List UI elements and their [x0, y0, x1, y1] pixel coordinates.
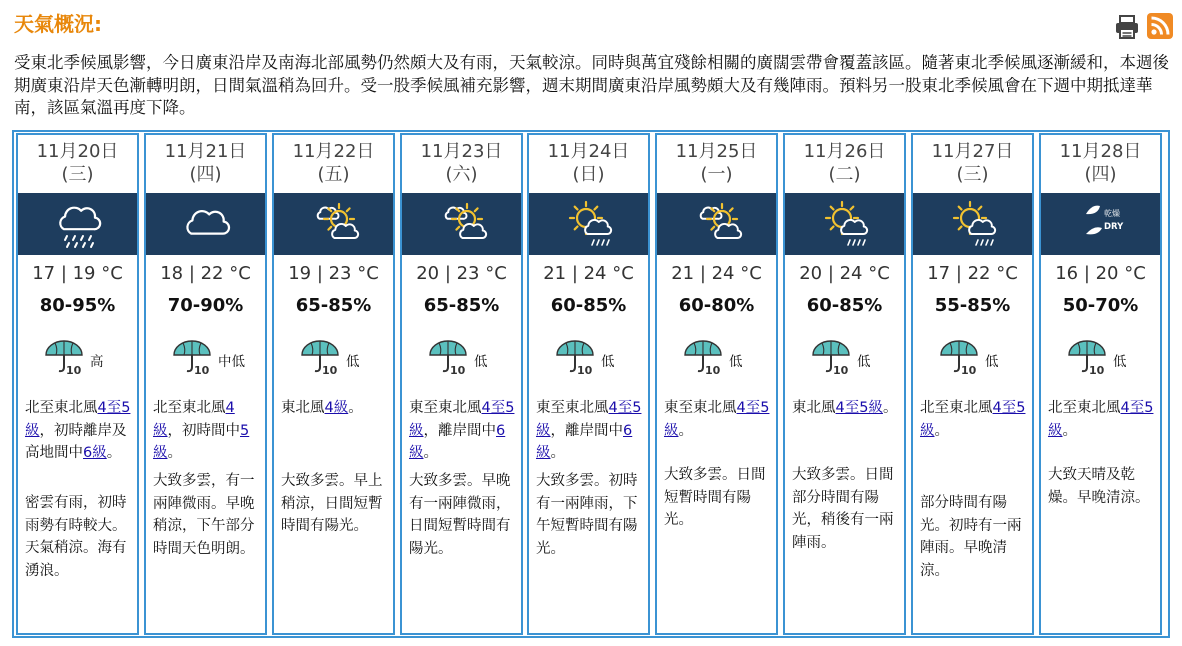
- printer-icon: [1114, 14, 1140, 40]
- weather-summary: 受東北季候風影響，今日廣東沿岸及南海北部風勢仍然頗大及有雨，天氣較涼。同時與萬宜殘餘相關的廣闊雲帶會覆蓋該區。隨著東北季候風逐漸緩和，本週後期廣東沿岸天色漸轉明朗，日間氣溫稍為回升。受一股季候風補充影響，週末期間廣東沿岸風勢頗大及有幾陣雨。預料另一股東北季候風會在下週中期抵達華南，該區氣溫再度下降。: [14, 53, 1169, 117]
- psr-number: 10: [322, 364, 338, 377]
- umbrella-psr-icon: [172, 337, 214, 377]
- psr-level: 低: [474, 354, 488, 370]
- wind-forecast: 北至東北風4至5級，初時離岸及高地間中6級。: [25, 400, 131, 461]
- beaufort-scale-link[interactable]: 4至5級: [409, 400, 515, 439]
- forecast-day-card: [655, 133, 778, 635]
- psr-level: 低: [857, 354, 871, 370]
- temperature-range: 17 | 19 °C: [32, 263, 123, 284]
- relative-humidity: 50-70%: [1062, 295, 1139, 316]
- weather-description: 大致多雲，有一兩陣微雨。早晚稍涼，下午部分時間天色明朗。: [153, 473, 255, 557]
- wind-forecast: 北至東北風4至5級。: [1048, 400, 1154, 439]
- beaufort-scale-link[interactable]: 6級: [536, 422, 633, 461]
- forecast-day-of-week: (三): [956, 164, 989, 185]
- relative-humidity: 60-85%: [806, 295, 883, 316]
- relative-humidity: 65-85%: [295, 295, 372, 316]
- forecast-date: 11月26日: [803, 141, 886, 162]
- weather-icon-bar: [1041, 193, 1160, 255]
- psr-number: 10: [961, 364, 977, 377]
- weather-icon-bar: [18, 193, 137, 255]
- umbrella-psr-icon: [300, 337, 342, 377]
- print-button[interactable]: [1114, 14, 1140, 40]
- psr-number: 10: [450, 364, 466, 377]
- weather-icon-bar: [402, 193, 521, 255]
- wind-forecast: 東北風4級。: [281, 400, 363, 416]
- beaufort-scale-link[interactable]: 4級: [153, 400, 235, 439]
- forecast-day-of-week: (三): [61, 164, 94, 185]
- weather-icon-bar: [146, 193, 265, 255]
- dry-label-cn: 乾燥: [1104, 209, 1120, 218]
- psr-level: 低: [346, 354, 360, 370]
- forecast-day-card: [16, 133, 139, 635]
- psr-indicator: [1067, 337, 1157, 377]
- wind-forecast: 北至東北風4至5級。: [920, 400, 1026, 439]
- psr-level: 低: [729, 354, 743, 370]
- psr-indicator: [555, 337, 645, 377]
- umbrella-psr-icon: [939, 337, 981, 377]
- relative-humidity: 80-95%: [39, 295, 116, 316]
- psr-indicator: [683, 337, 773, 377]
- beaufort-scale-link[interactable]: 4至5級: [835, 400, 883, 416]
- relative-humidity: 55-85%: [934, 295, 1011, 316]
- forecast-date: 11月24日: [547, 141, 630, 162]
- forecast-day-card: [783, 133, 906, 635]
- wind-forecast: 東至東北風4至5級，離岸間中6級。: [536, 400, 642, 461]
- rain-icon: [55, 198, 105, 250]
- rss-feed-icon: [1147, 13, 1173, 39]
- forecast-date: 11月21日: [164, 141, 247, 162]
- forecast-date: 11月23日: [420, 141, 503, 162]
- sunny-periods-showers-icon: [566, 198, 616, 250]
- umbrella-psr-icon: [44, 337, 86, 377]
- beaufort-scale-link[interactable]: 4級: [324, 400, 349, 416]
- sunny-periods-showers-icon: [950, 198, 1000, 250]
- forecast-day-card: [144, 133, 267, 635]
- weather-description: 大致多雲。早上稍涼，日間短暫時間有陽光。: [281, 473, 383, 534]
- temperature-range: 17 | 22 °C: [927, 263, 1018, 284]
- page-title: 天氣概況:: [14, 12, 102, 36]
- weather-description: 大致多雲。日間短暫時間有陽光。: [664, 467, 766, 528]
- forecast-day-of-week: (四): [1084, 164, 1117, 185]
- relative-humidity: 65-85%: [423, 295, 500, 316]
- weather-description: 大致多雲。日間部分時間有陽光，稍後有一兩陣雨。: [792, 467, 894, 551]
- forecast-date: 11月25日: [675, 141, 758, 162]
- temperature-range: 21 | 24 °C: [543, 263, 634, 284]
- psr-indicator: [811, 337, 901, 377]
- beaufort-scale-link[interactable]: 4至5級: [25, 400, 131, 439]
- forecast-day-of-week: (六): [445, 164, 478, 185]
- beaufort-scale-link[interactable]: 4至5級: [1048, 400, 1154, 439]
- forecast-day-card: [272, 133, 395, 635]
- beaufort-scale-link[interactable]: 4至5級: [920, 400, 1026, 439]
- weather-description: 大致多雲。初時有一兩陣雨，下午短暫時間有陽光。: [536, 473, 638, 557]
- wind-forecast: 北至東北風4級，初時間中5級。: [153, 400, 250, 461]
- psr-level: 低: [985, 354, 999, 370]
- weather-description: 大致多雲。早晚有一兩陣微雨，日間短暫時間有陽光。: [409, 473, 511, 557]
- temperature-range: 18 | 22 °C: [160, 263, 251, 284]
- forecast-day-of-week: (日): [572, 164, 605, 185]
- weather-description: 密雲有雨，初時雨勢有時較大。天氣稍涼。海有湧浪。: [25, 495, 127, 579]
- umbrella-psr-icon: [1067, 337, 1109, 377]
- beaufort-scale-link[interactable]: 4至5級: [536, 400, 642, 439]
- psr-number: 10: [577, 364, 593, 377]
- psr-level: 高: [90, 354, 104, 370]
- umbrella-psr-icon: [683, 337, 725, 377]
- temperature-range: 16 | 20 °C: [1055, 263, 1146, 284]
- forecast-date: 11月22日: [292, 141, 375, 162]
- forecast-day-of-week: (五): [317, 164, 350, 185]
- weather-icon-bar: [274, 193, 393, 255]
- beaufort-scale-link[interactable]: 6級: [83, 445, 107, 461]
- forecast-day-of-week: (四): [189, 164, 222, 185]
- psr-indicator: [44, 337, 134, 377]
- beaufort-scale-link[interactable]: 4至5級: [664, 400, 770, 439]
- forecast-day-card: [400, 133, 523, 635]
- psr-number: 10: [1089, 364, 1105, 377]
- psr-level: 低: [1113, 354, 1127, 370]
- forecast-day-card: [911, 133, 1034, 635]
- dry-label-en: DRY: [1104, 222, 1124, 232]
- umbrella-psr-icon: [811, 337, 853, 377]
- psr-indicator: [939, 337, 1029, 377]
- sunny-periods-showers-icon: [822, 198, 872, 250]
- temperature-range: 20 | 23 °C: [416, 263, 507, 284]
- relative-humidity: 60-85%: [550, 295, 627, 316]
- weather-icon-bar: [657, 193, 776, 255]
- temperature-range: 19 | 23 °C: [288, 263, 379, 284]
- psr-number: 10: [833, 364, 849, 377]
- umbrella-psr-icon: [555, 337, 597, 377]
- umbrella-psr-icon: [428, 337, 470, 377]
- weather-icon-bar: [529, 193, 648, 255]
- forecast-date: 11月20日: [36, 141, 119, 162]
- psr-level: 低: [601, 354, 615, 370]
- forecast-date: 11月28日: [1059, 141, 1142, 162]
- psr-number: 10: [66, 364, 82, 377]
- forecast-day-card: [1039, 133, 1162, 635]
- psr-number: 10: [194, 364, 210, 377]
- psr-number: 10: [705, 364, 721, 377]
- relative-humidity: 60-80%: [678, 295, 755, 316]
- psr-indicator: [428, 337, 518, 377]
- forecast-day-of-week: (一): [700, 164, 733, 185]
- cloudy-icon: [183, 198, 233, 250]
- forecast-day-of-week: (二): [828, 164, 861, 185]
- dry-icon: [1078, 198, 1128, 250]
- temperature-range: 21 | 24 °C: [671, 263, 762, 284]
- weather-description: 大致天晴及乾燥。早晚清涼。: [1048, 467, 1150, 506]
- relative-humidity: 70-90%: [167, 295, 244, 316]
- wind-forecast: 東北風4至5級。: [792, 400, 898, 416]
- beaufort-scale-link[interactable]: 5級: [153, 422, 250, 461]
- weather-icon-bar: [913, 193, 1032, 255]
- sun-periods-cloudy-icon: [439, 198, 489, 250]
- temperature-range: 20 | 24 °C: [799, 263, 890, 284]
- wind-forecast: 東至東北風4至5級，離岸間中6級。: [409, 400, 515, 461]
- beaufort-scale-link[interactable]: 6級: [409, 422, 506, 461]
- forecast-day-card: [527, 133, 650, 635]
- rss-button[interactable]: [1147, 13, 1173, 39]
- wind-forecast: 東至東北風4至5級。: [664, 400, 770, 439]
- psr-indicator: [300, 337, 390, 377]
- sun-periods-cloudy-icon: [311, 198, 361, 250]
- psr-indicator: [172, 337, 262, 377]
- sun-periods-cloudy-icon: [694, 198, 744, 250]
- psr-level: 中低: [218, 354, 245, 370]
- weather-description: 部分時間有陽光。初時有一兩陣雨。早晚清涼。: [920, 495, 1022, 579]
- forecast-date: 11月27日: [931, 141, 1014, 162]
- weather-icon-bar: [785, 193, 904, 255]
- forecast-header: [14, 10, 1174, 40]
